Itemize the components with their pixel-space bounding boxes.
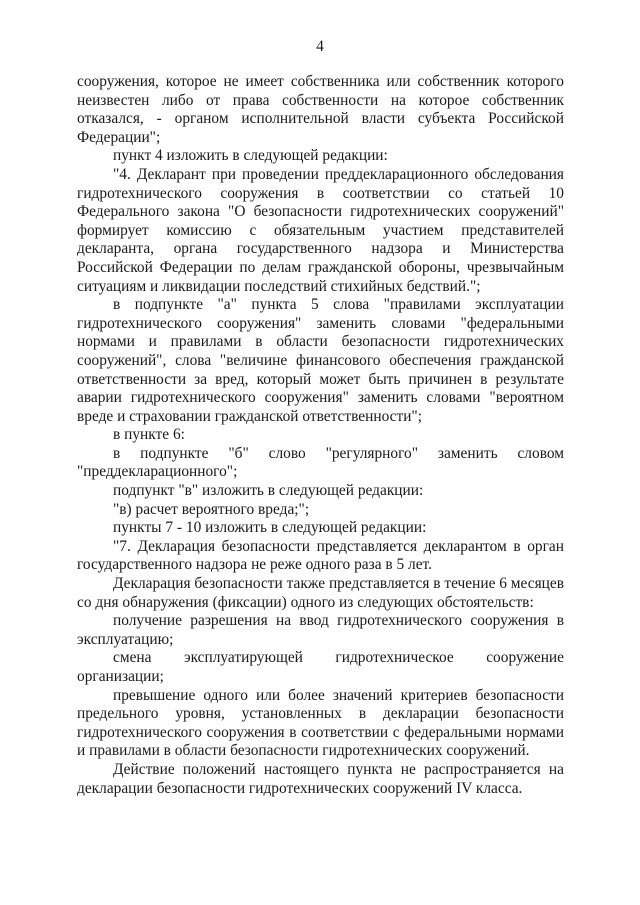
paragraph: пункты 7 - 10 изложить в следующей редакции: [113, 519, 427, 537]
paragraph: Действие положений настоящего пункта не распространяется на декларации безопасности гидротехнических сооружений IV класса. [77, 760, 564, 797]
paragraph: в пункте 6: [113, 426, 185, 444]
paragraph: в подпункте "б" слово "регулярного" заменить словом "преддекларационного"; [77, 444, 564, 481]
paragraph: Декларация безопасности также представляется в течение 6 месяцев со дня обнаружения (фиксации) одного из следующих обстоятельств: [77, 575, 564, 611]
paragraph: "в) расчет вероятного вреда;"; [113, 500, 310, 518]
paragraph: "4. Декларант при проведении преддекларационного обследования гидротехнического сооружения в соответствии со статьей 10 Федерального закона "О безопасности гидротехнических сооружений" формирует комиссию с обязательным участием представителей декларанта, органа государственного надзора и Министерства Российской Федерации по делам гражданской обороны, чрезвычайным ситуациям и ликвидации последствий стихийных бедствий."; [77, 165, 564, 295]
paragraph: пункт 4 изложить в следующей редакции: [113, 147, 388, 165]
document-body [77, 73, 564, 798]
paragraph: в подпункте "а" пункта 5 слова "правилами эксплуатации гидротехнического сооружения" заменить словами "федеральными нормами и правилами в области безопасности гидротехнических сооружений", слова "величине финансового обеспечения гражданской ответственности за вред, который может быть причинен в результате аварии гидротехнического сооружения" заменить словами "вероятном вреде и страховании гражданской ответственности"; [77, 296, 564, 425]
paragraph: сооружения, которое не имеет собственника или собственник которого неизвестен либо от права собственности на которое собственник отказался, - органом исполнительной власти субъекта Российской Федерации"; [77, 73, 564, 146]
paragraph: подпункт "в" изложить в следующей редакции: [113, 482, 424, 500]
paragraph: получение разрешения на ввод гидротехнического сооружения в эксплуатацию; [77, 612, 564, 648]
paragraph: превышение одного или более значений критериев безопасности предельного уровня, установленных в декларации безопасности гидротехнического сооружения в соответствии с федеральными нормами и правилами в области безопасности гидротехнических сооружений. [77, 686, 564, 760]
paragraph: "7. Декларация безопасности представляется декларантом в орган государственного надзора не реже одного раза в 5 лет. [77, 537, 564, 574]
paragraph: смена эксплуатирующей гидротехническое сооружение организации; [77, 649, 564, 685]
page-number: 4 [316, 38, 324, 55]
